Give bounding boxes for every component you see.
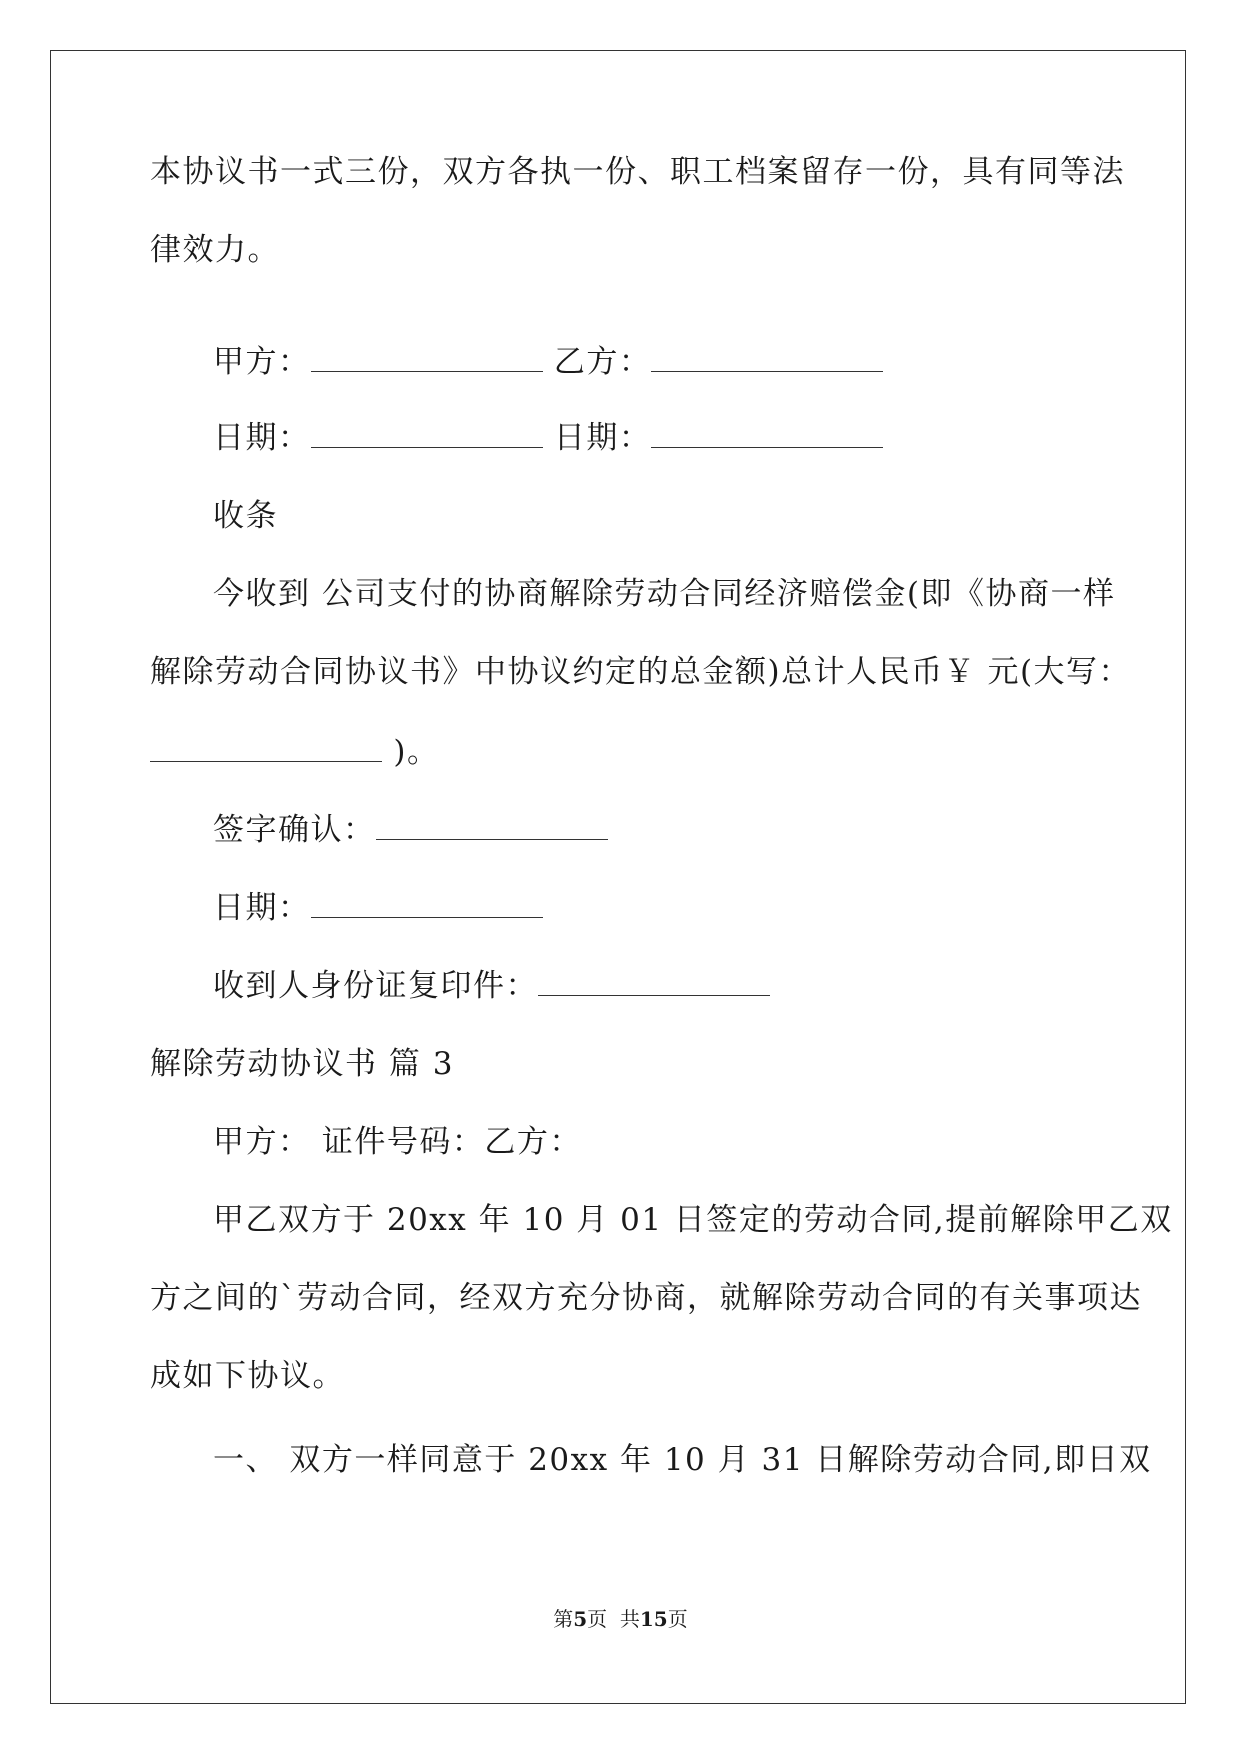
page-total: 15	[639, 1607, 668, 1631]
party-signature-line	[213, 342, 883, 382]
section-title: 解除劳动协议书 篇 3	[150, 1046, 454, 1082]
receipt-date-blank	[311, 891, 543, 918]
id-copy-line	[213, 966, 770, 1006]
page-footer	[0, 1606, 1241, 1632]
party-b-label: 乙方：	[542, 344, 652, 380]
paragraph-line: 成如下协议。	[150, 1358, 345, 1394]
id-copy-label: 收到人身份证复印件：	[213, 968, 538, 1004]
id-copy-blank	[538, 969, 770, 996]
signature-confirm-label: 签字确认：	[213, 812, 376, 848]
paragraph-line: 本协议书一式三份，双方各执一份、职工档案留存一份，具有同等法	[150, 154, 1125, 190]
date-line	[213, 418, 883, 458]
paragraph-line: 今收到 公司支付的协商解除劳动合同经济赔偿金(即《协商一样	[213, 576, 1116, 612]
paragraph-line: 律效力。	[150, 232, 280, 268]
footer-middle: 页 共	[587, 1607, 640, 1631]
receipt-date-label: 日期：	[213, 890, 311, 926]
amount-in-words-close: )。	[382, 734, 440, 770]
party-b-blank	[651, 345, 883, 372]
date-b-blank	[651, 421, 883, 448]
receipt-heading: 收条	[213, 498, 278, 534]
receipt-date-line	[213, 888, 543, 928]
parties-line: 甲方： 证件号码：乙方：	[213, 1124, 582, 1160]
date-a-label: 日期：	[213, 420, 311, 456]
date-b-label: 日期：	[542, 420, 652, 456]
paragraph-line: 解除劳动合同协议书》中协议约定的总金额)总计人民币￥ 元(大写：	[150, 654, 1132, 690]
party-a-blank	[311, 345, 543, 372]
page-number: 5	[573, 1607, 588, 1631]
footer-prefix: 第	[553, 1607, 574, 1631]
amount-in-words-line	[150, 732, 439, 772]
party-a-label: 甲方：	[213, 344, 311, 380]
signature-confirm-line	[213, 810, 608, 850]
date-a-blank	[311, 421, 543, 448]
signature-confirm-blank	[376, 813, 608, 840]
paragraph-line: 甲乙双方于 20xx 年 10 月 01 日签定的劳动合同,提前解除甲乙双	[213, 1202, 1173, 1238]
footer-suffix: 页	[667, 1607, 688, 1631]
amount-in-words-blank	[150, 735, 382, 762]
paragraph-line: 一、 双方一样同意于 20xx 年 10 月 31 日解除劳动合同,即日双	[213, 1442, 1152, 1478]
paragraph-line: 方之间的`劳动合同，经双方充分协商，就解除劳动合同的有关事项达	[150, 1280, 1142, 1316]
